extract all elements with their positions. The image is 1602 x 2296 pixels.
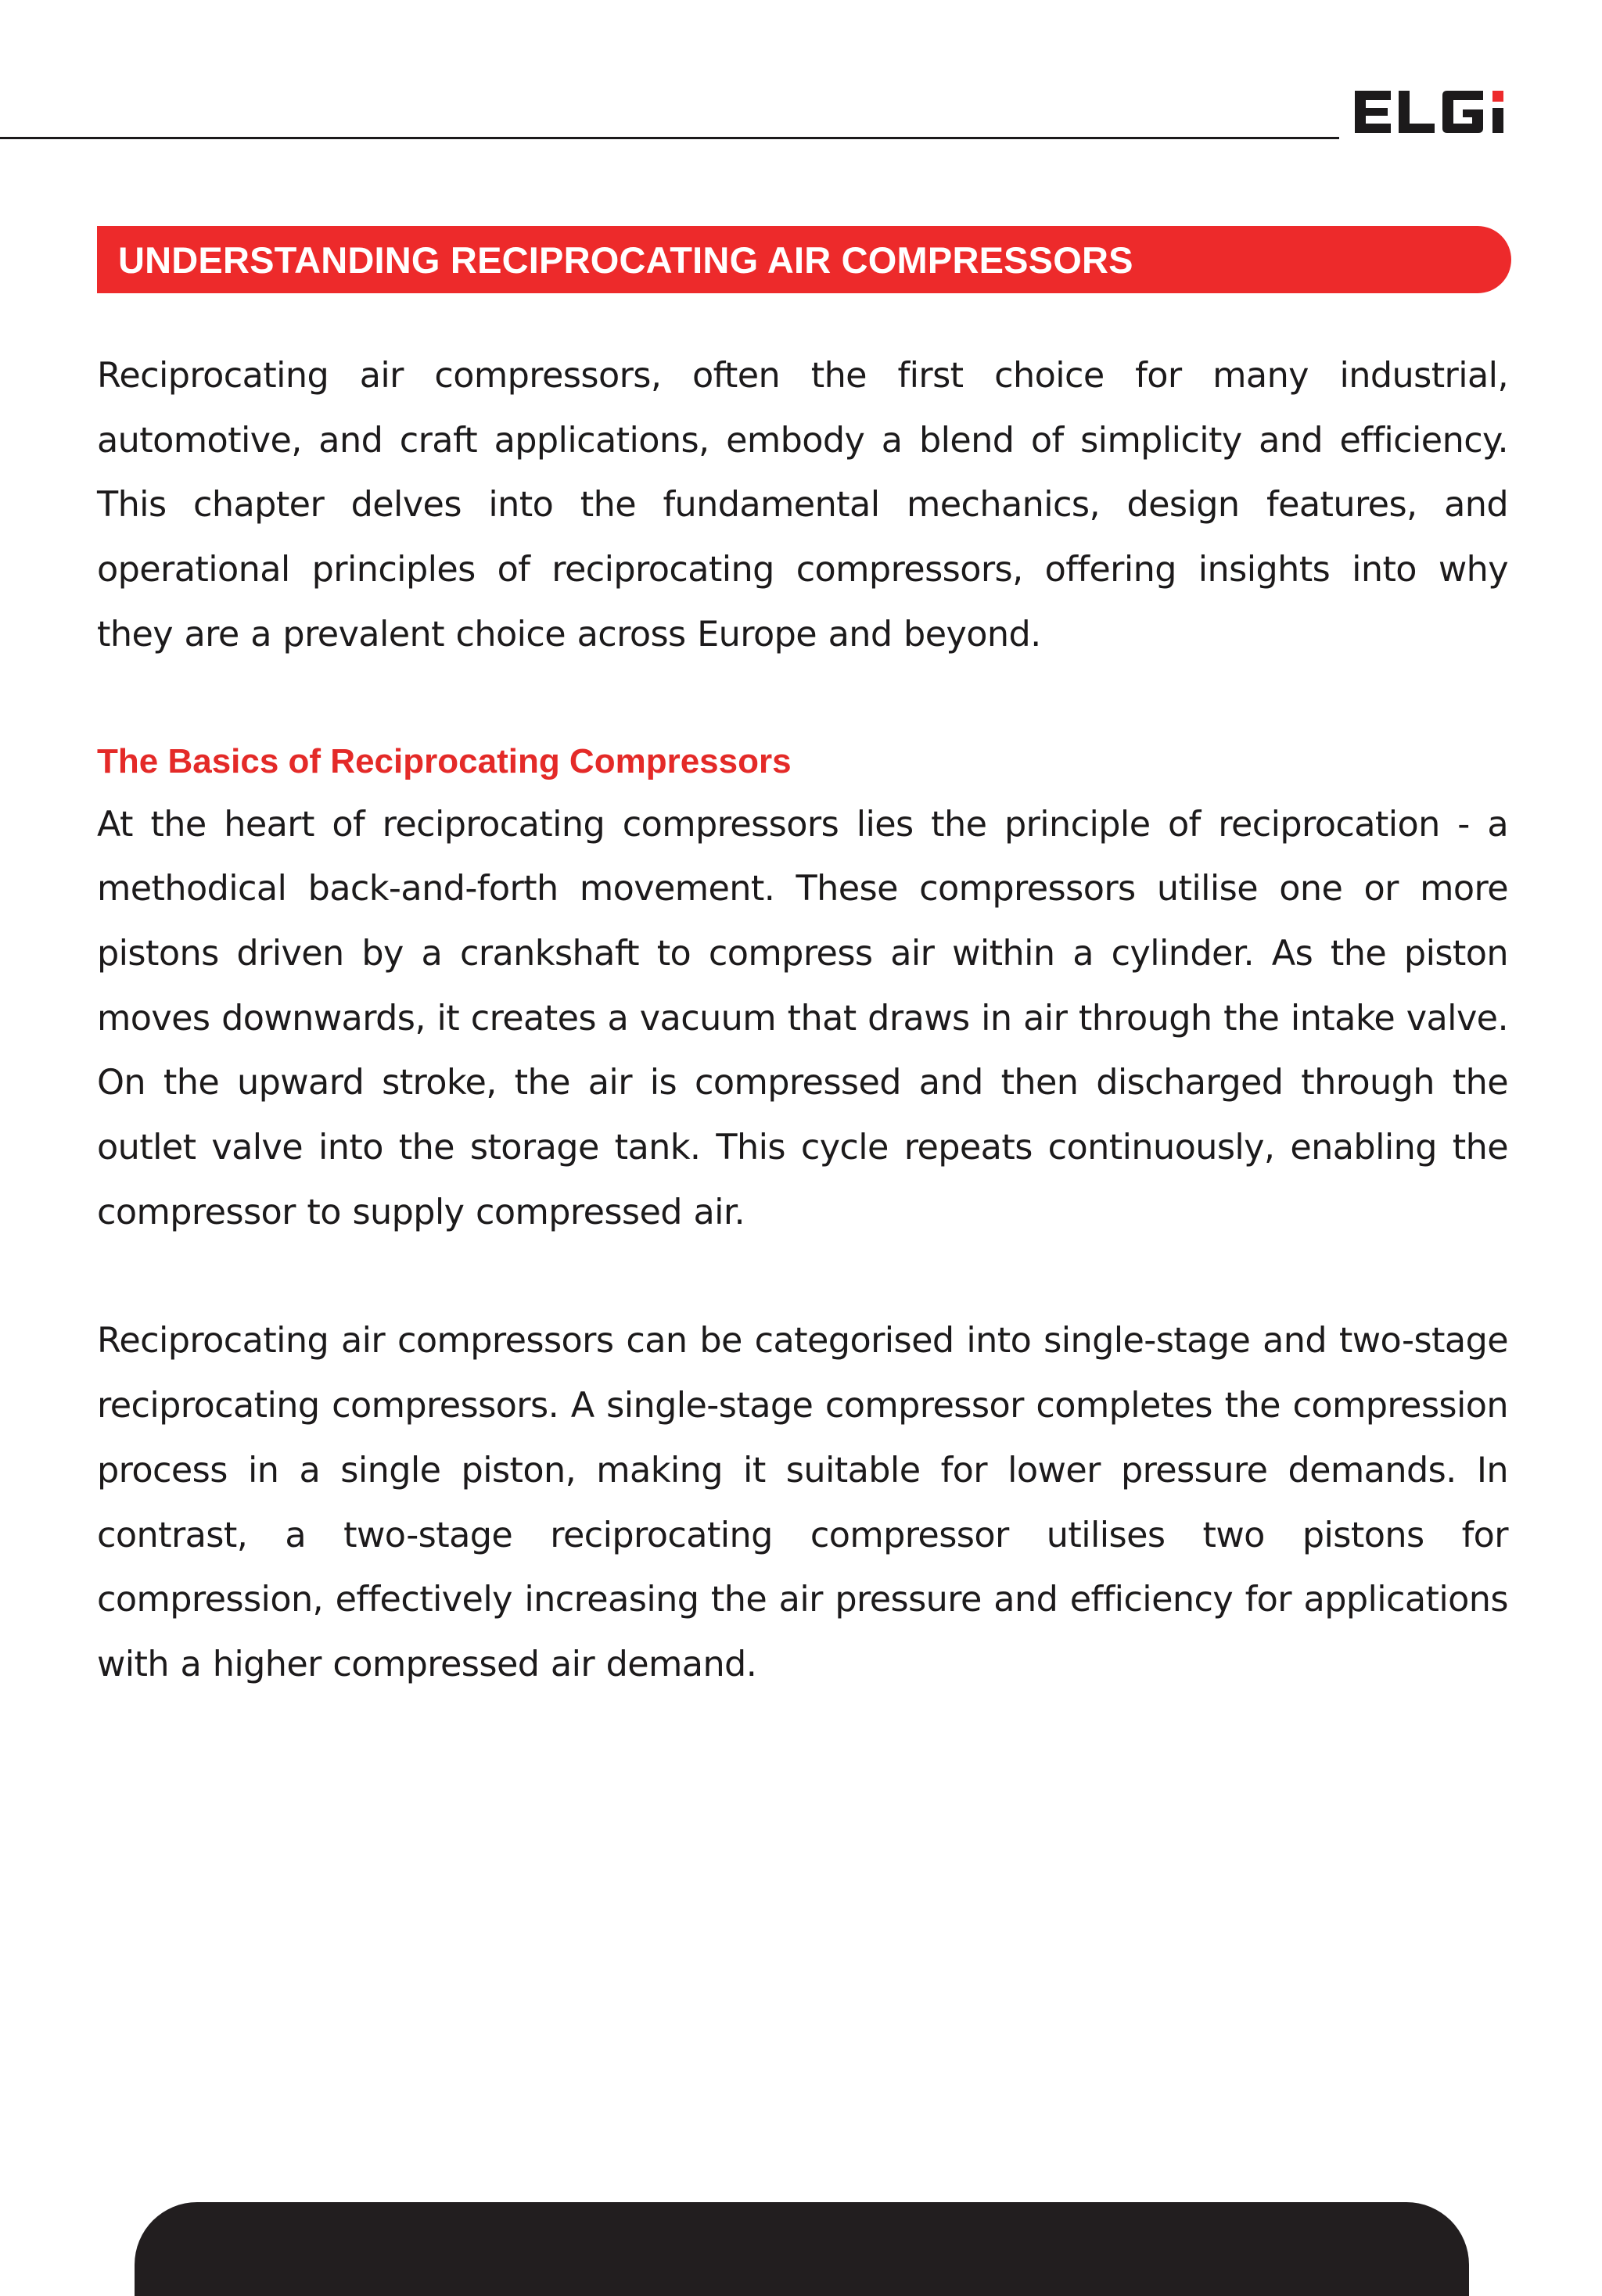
banner-title: UNDERSTANDING RECIPROCATING AIR COMPRESSORS bbox=[118, 239, 1133, 281]
elgi-logo-mark bbox=[1353, 84, 1558, 139]
paragraph-gap bbox=[97, 1245, 1508, 1309]
section-banner bbox=[97, 226, 1511, 293]
footer-bar bbox=[135, 2202, 1469, 2296]
intro-paragraph: Reciprocating air compressors, often the first choice for many industrial, automotive, and craft applications, embody a blend of simplicity and efficiency. This chapter delves into the fundamental mechanics, design features, and operational principles of reciprocating compressors, offering insights into why they are a prevalent choice across Europe and beyond. bbox=[97, 356, 1508, 655]
section-paragraph: At the heart of reciprocating compressors lies the principle of reciprocation - a methodical back-and-forth movement. These compressors utilise one or more pistons driven by a crankshaft to compress air within a cylinder. As the piston moves downwards, it creates a vacuum that draws in air through the intake valve. On the upward stroke, the air is compressed and then discharged through the outlet valve into the storage tank. This cycle repeats continuously, enabling the compressor to supply compressed air. bbox=[97, 804, 1508, 1232]
elgi-logo bbox=[1353, 84, 1558, 139]
section-paragraph: Reciprocating air compressors can be categorised into single-stage and two-stage reciprocating compressors. A single-stage compressor completes the compression process in a single piston, making it suitable for lower pressure demands. In contrast, a two-stage reciprocating compressor utilises two pistons for compression, effectively increasing the air pressure and efficiency for applications with a higher compressed air demand. bbox=[97, 1321, 1508, 1684]
document-body bbox=[97, 344, 1508, 1698]
header-rule bbox=[0, 137, 1339, 139]
section-heading: The Basics of Reciprocating Compressors bbox=[97, 741, 792, 780]
paragraph-gap bbox=[97, 668, 1508, 732]
